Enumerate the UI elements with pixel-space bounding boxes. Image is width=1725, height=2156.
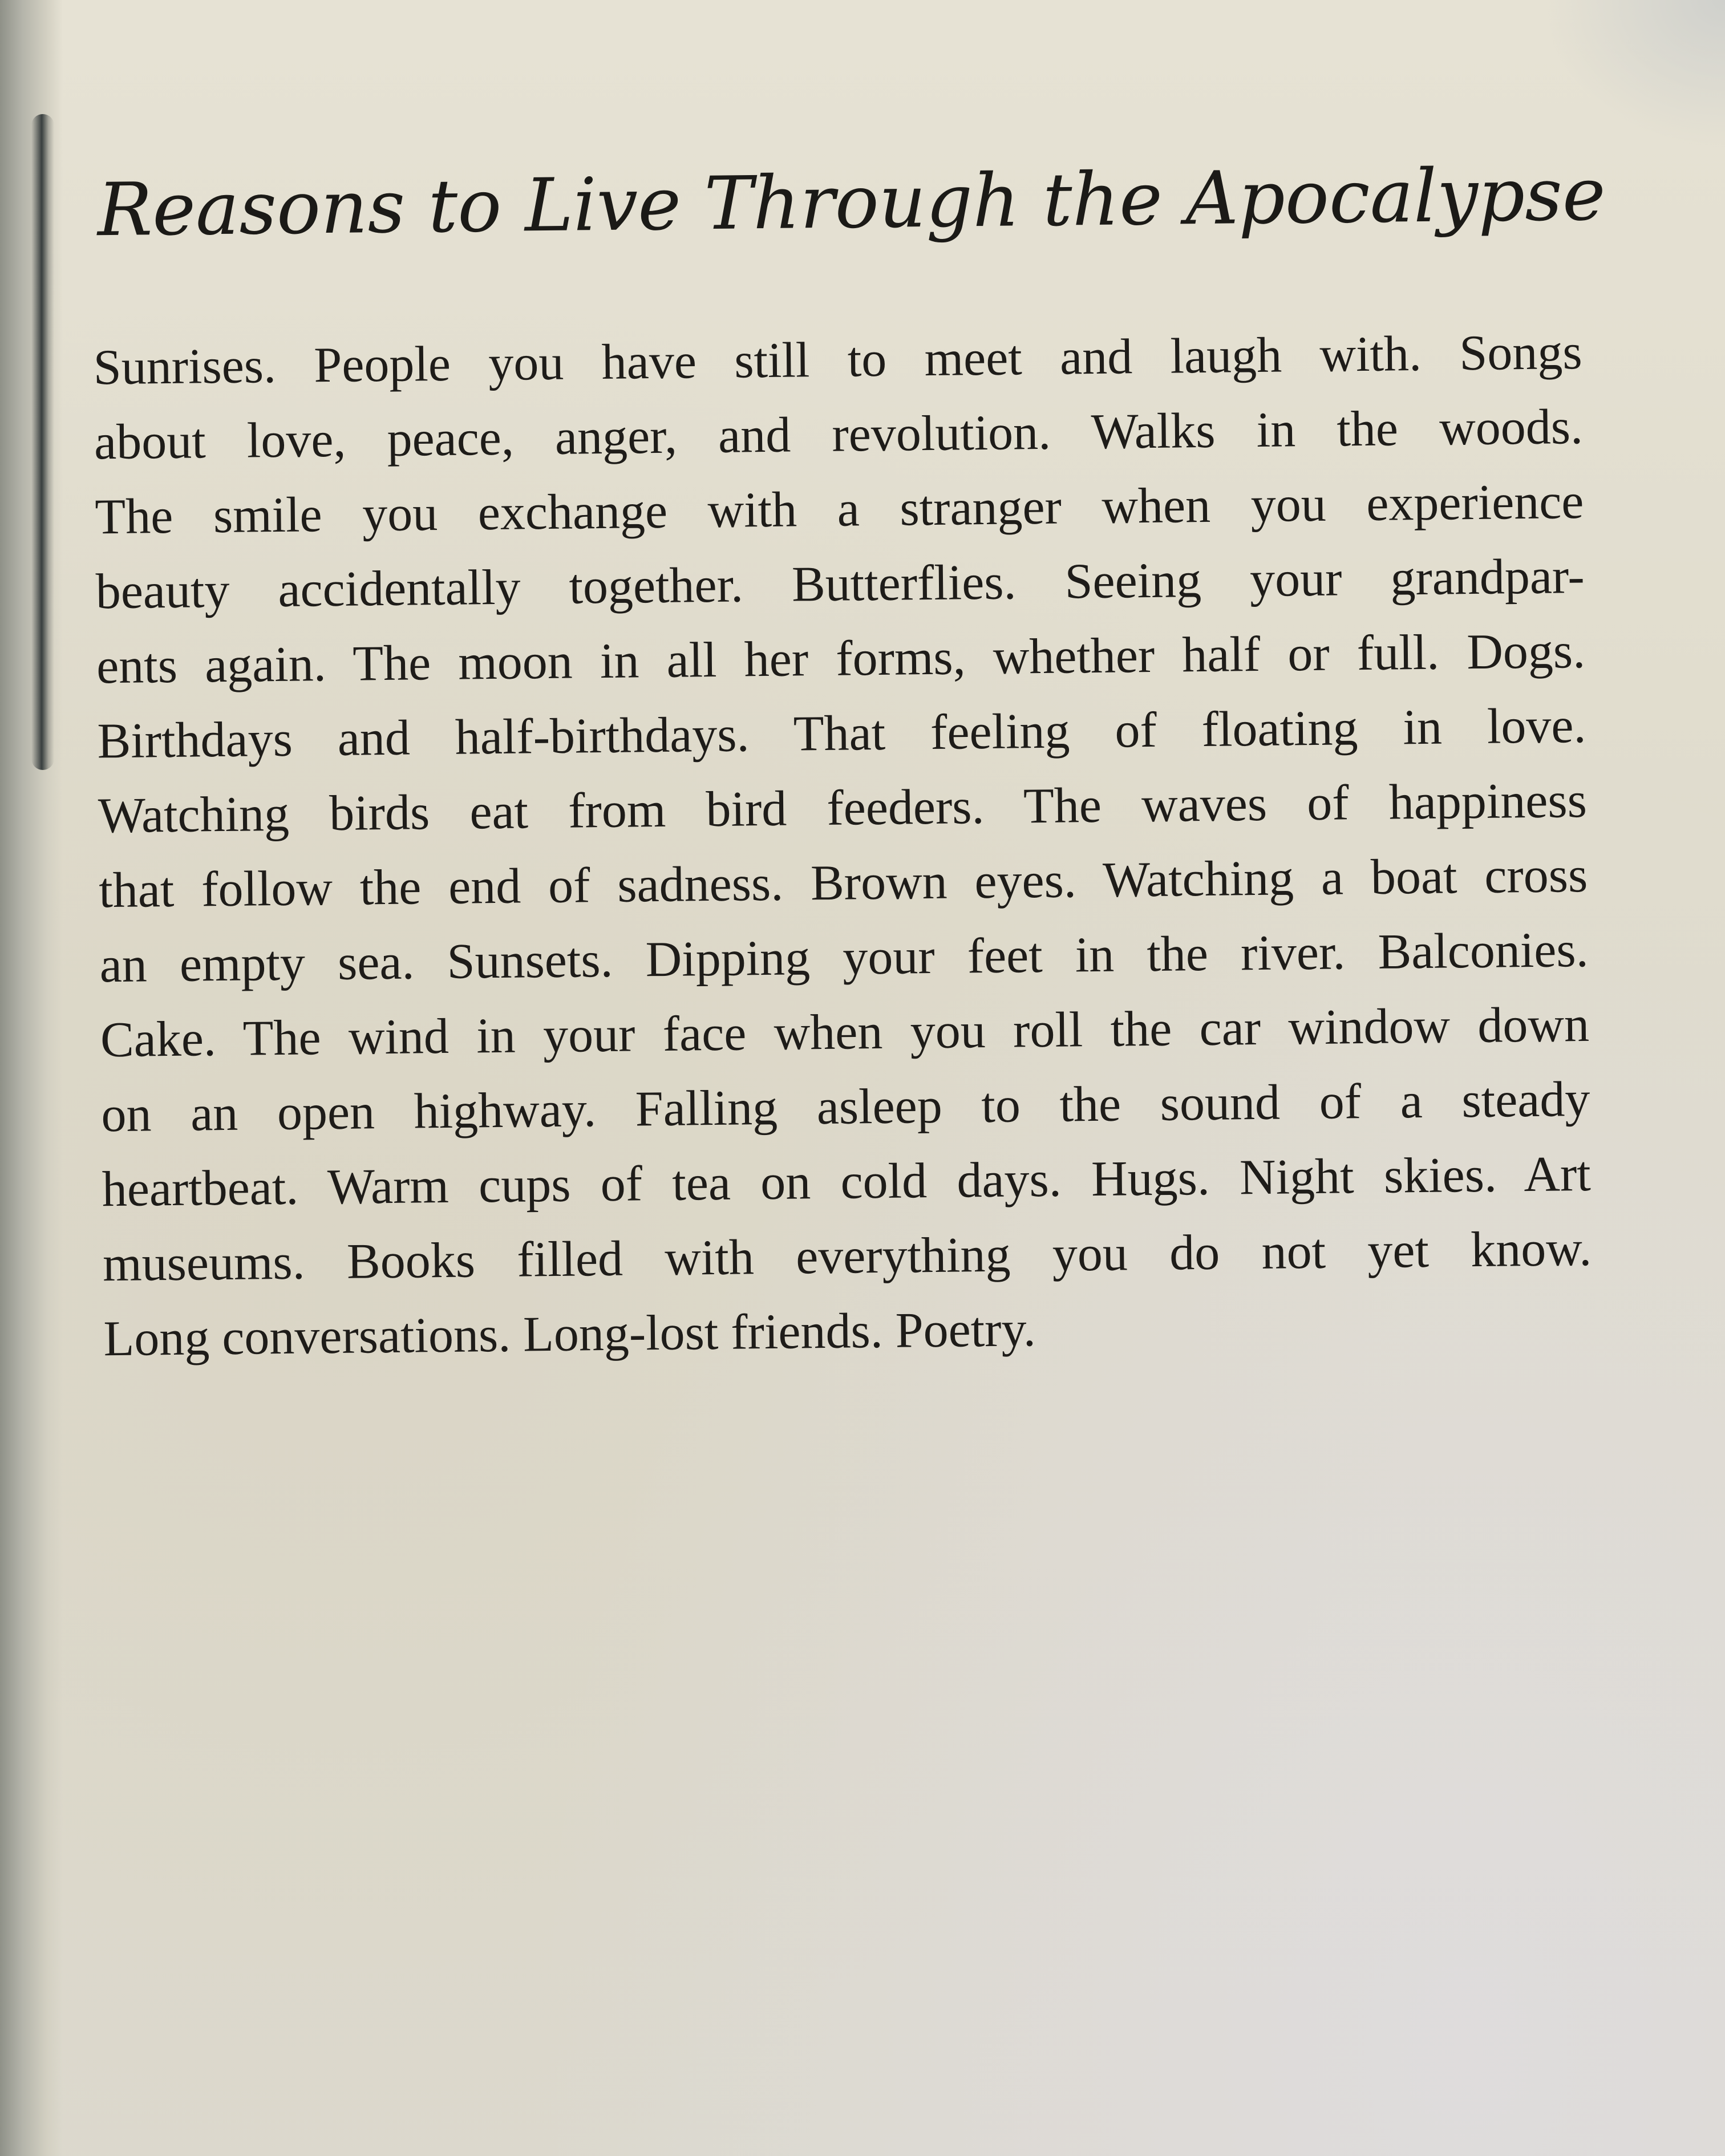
poem-title: Reasons to Live Through the Apocalypse <box>97 152 1606 253</box>
poem-line: beauty accidentally together. Butterflies. Seeing your grandpar- <box>95 549 1585 620</box>
poem-line-last: Long conversations. Long-lost friends. Poetry. <box>103 1302 1036 1367</box>
poem-line: on an open highway. Falling asleep to the sound of a steady <box>100 1071 1590 1143</box>
poem-line: Birthdays and half-birthdays. That feeling of floating in love. <box>97 698 1586 769</box>
poem-line: that follow the end of sadness. Brown eyes. Watching a boat cross <box>98 847 1588 919</box>
poem-body <box>93 315 1593 1376</box>
poem-line: museums. Books filled with everything you do not yet know. <box>102 1221 1592 1292</box>
poem-line: about love, peace, anger, and revolution. Walks in the woods. <box>94 399 1584 471</box>
poem-line: heartbeat. Warm cups of tea on cold days. Hugs. Night skies. Art <box>102 1146 1592 1218</box>
page-content <box>57 149 1606 1377</box>
page-corner-shade <box>1542 0 1725 148</box>
poem-line: Watching birds eat from bird feeders. The waves of happiness <box>98 772 1588 844</box>
poem-line: Sunrises. People you have still to meet and laugh with. Songs <box>93 325 1583 396</box>
facing-page-edge <box>31 114 54 770</box>
poem-line: Cake. The wind in your face when you roll the car window down <box>100 996 1590 1068</box>
poem-line: ents again. The moon in all her forms, whether half or full. Dogs. <box>96 623 1586 695</box>
poem-line: The smile you exchange with a stranger when you experience <box>94 474 1584 545</box>
poem-line: an empty sea. Sunsets. Dipping your feet in the river. Balconies. <box>99 922 1589 994</box>
